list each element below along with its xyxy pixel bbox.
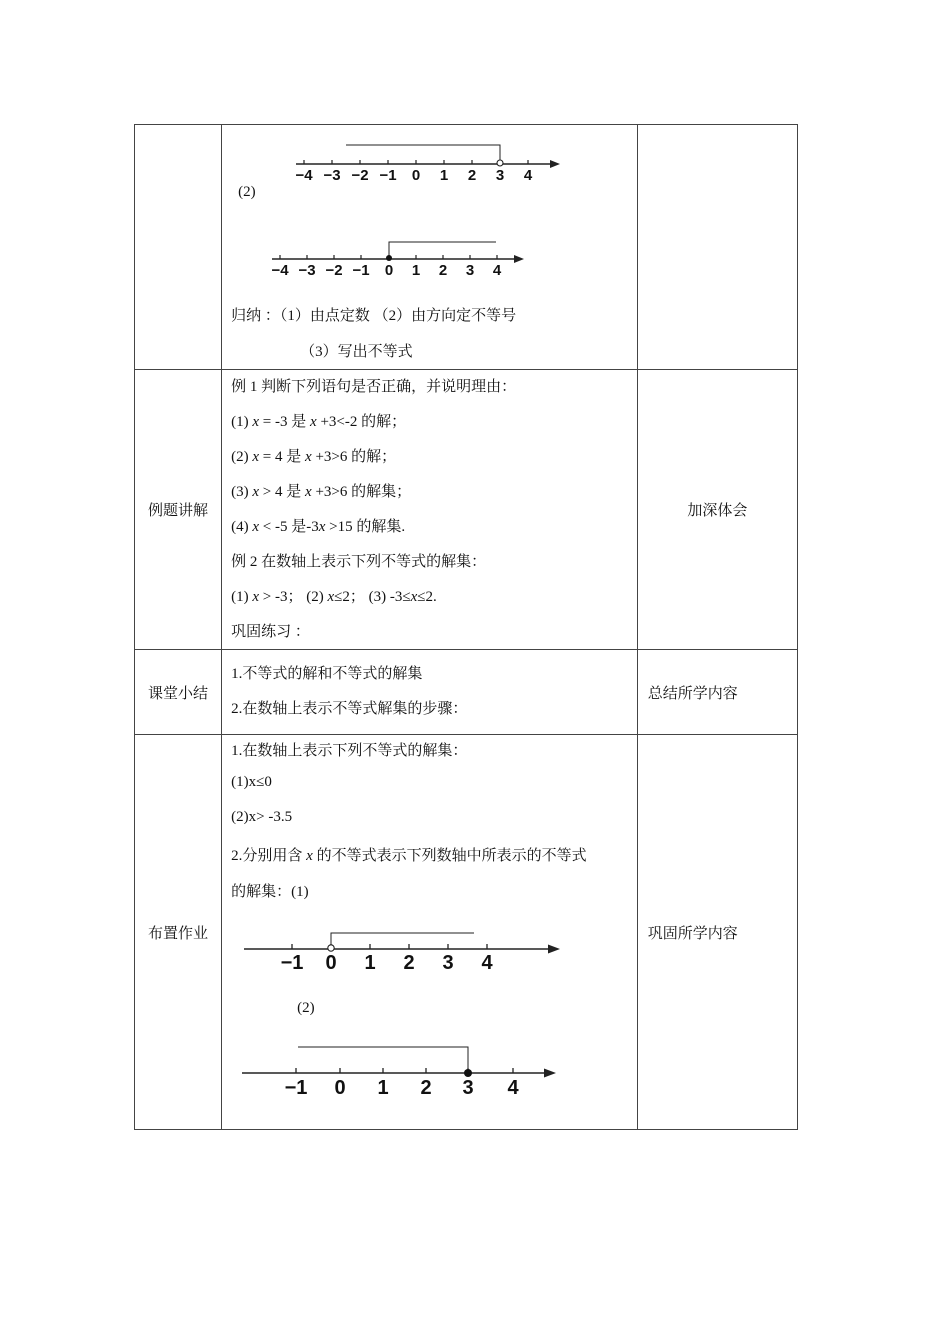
table-row <box>135 735 798 1130</box>
tick-label: −1 <box>280 952 304 974</box>
practice-label: 巩固练习 ： <box>231 624 310 640</box>
example1-item4: (4) x < -5 是-3x >15 的解集. <box>231 519 406 535</box>
summary-line-1: 归纳 ：（1）由点定数 （2）由方向定不等号 <box>231 308 517 324</box>
tick-label: 2 <box>438 262 448 279</box>
homework2-title: 2.分别用含 x 的不等式表示下列数轴中所表示的不等式 <box>231 848 587 864</box>
tick-label: 1 <box>364 952 376 974</box>
tick-label: −3 <box>298 262 316 279</box>
row2-content-cell <box>222 370 638 650</box>
row-note-examples: 加深体会 <box>637 370 797 650</box>
tick-label: 1 <box>411 262 421 279</box>
tick-label: 3 <box>442 952 454 974</box>
lesson-plan-table <box>134 124 798 1130</box>
row-note-homework: 巩固所学内容 <box>637 735 797 1130</box>
tick-label: −1 <box>379 167 397 184</box>
tick-label: −4 <box>295 167 313 184</box>
tick-label: 3 <box>462 1077 474 1099</box>
table-row <box>135 370 798 650</box>
example2-title: 例 2 在数轴上表示下列不等式的解集： <box>231 554 487 570</box>
number-line-b <box>268 237 543 285</box>
tick-label: −1 <box>352 262 370 279</box>
homework1-title: 1.在数轴上表示下列不等式的解集： <box>231 743 468 759</box>
row3-content-cell <box>222 650 638 735</box>
table-row <box>135 650 798 735</box>
summary-item2: 2.在数轴上表示不等式解集的步骤： <box>231 701 468 717</box>
tick-label: 4 <box>492 262 502 279</box>
tick-label: −2 <box>325 262 343 279</box>
number-line-d <box>240 1043 565 1103</box>
row1-label-cell <box>135 125 222 370</box>
example2-items: (1) x > -3； (2) x≤2； (3) -3≤x≤2. <box>231 589 437 605</box>
tick-label: 0 <box>384 262 394 279</box>
homework1-item2: (2)x> -3.5 <box>231 809 293 825</box>
tick-label: 1 <box>377 1077 389 1099</box>
tick-label: −3 <box>323 167 341 184</box>
row-label-summary: 课堂小结 <box>135 650 222 735</box>
tick-label: 3 <box>465 262 475 279</box>
tick-label: 3 <box>495 167 505 184</box>
tick-label: 1 <box>439 167 449 184</box>
row-label-homework: 布置作业 <box>135 735 222 1130</box>
row-label-examples: 例题讲解 <box>135 370 222 650</box>
summary-item1: 1.不等式的解和不等式的解集 <box>231 666 423 682</box>
tick-label: 0 <box>325 952 337 974</box>
tick-label: 4 <box>481 952 493 974</box>
tick-label: −1 <box>284 1077 308 1099</box>
part-label: (2) <box>297 1000 315 1016</box>
row-note-summary: 总结所学内容 <box>637 650 797 735</box>
homework1-item1: (1)x≤0 <box>231 774 272 790</box>
summary-line-2: （3）写出不等式 <box>300 344 413 360</box>
row1-note-cell <box>637 125 797 370</box>
tick-label: 2 <box>420 1077 432 1099</box>
number-line-a <box>292 137 567 185</box>
tick-label: 0 <box>411 167 421 184</box>
row1-content-cell <box>222 125 638 370</box>
tick-label: −2 <box>351 167 369 184</box>
tick-label: 2 <box>403 952 415 974</box>
example1-item1: (1) x = -3 是 x +3<-2 的解； <box>231 414 407 430</box>
table-row <box>135 125 798 370</box>
tick-label: 2 <box>467 167 477 184</box>
number-line-c <box>242 927 567 975</box>
tick-label: −4 <box>271 262 289 279</box>
example1-item2: (2) x = 4 是 x +3>6 的解； <box>231 449 397 465</box>
tick-label: 4 <box>523 167 533 184</box>
row4-content-cell <box>222 735 638 1130</box>
tick-label: 4 <box>507 1077 519 1099</box>
example1-item3: (3) x > 4 是 x +3>6 的解集； <box>231 484 412 500</box>
tick-label: 0 <box>334 1077 346 1099</box>
example1-title: 例 1 判断下列语句是否正确，并说明理由： <box>231 379 517 395</box>
part-label: (2) <box>238 184 256 200</box>
homework2-title-cont: 的解集：(1) <box>231 884 309 900</box>
